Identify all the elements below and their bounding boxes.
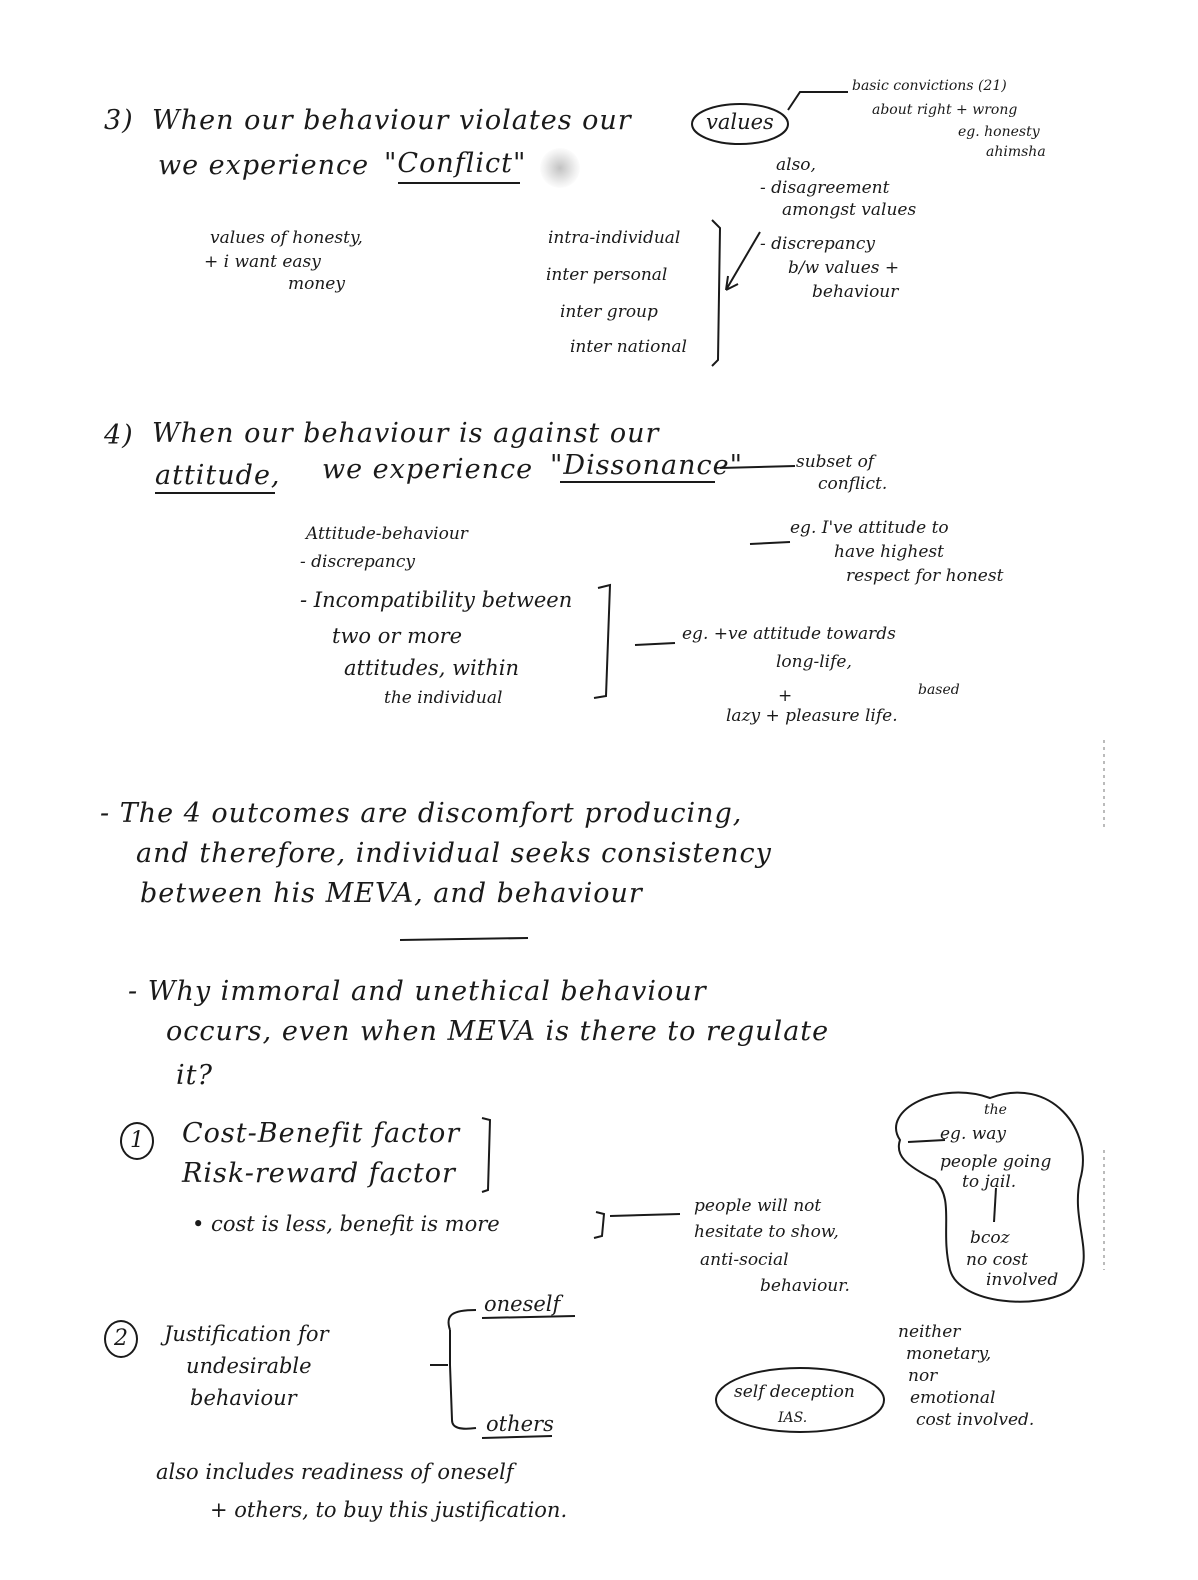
example-3: money: [288, 274, 345, 294]
conflict-type-4: inter national: [570, 337, 687, 357]
note4-line1: When our behaviour is against our: [152, 418, 660, 449]
example-2: + i want easy: [204, 252, 321, 272]
eg2-dash: [635, 643, 675, 645]
factor1-line2: Risk-reward factor: [182, 1158, 456, 1189]
bubble-down-line: [994, 1188, 996, 1222]
scan-edge-mark: [1103, 1150, 1105, 1270]
readiness-1: also includes readiness of oneself: [156, 1460, 514, 1484]
factor1-number: 1: [120, 1122, 154, 1160]
factor2-number: 2: [104, 1320, 138, 1358]
ias-text: IAS.: [778, 1410, 808, 1426]
branch-others: others: [486, 1412, 554, 1436]
result-connector: [610, 1214, 680, 1216]
factor1-result-3: anti-social: [700, 1250, 789, 1270]
also-3: amongst values: [782, 200, 917, 220]
subset-2: conflict.: [818, 474, 888, 494]
subset-1: subset of: [796, 452, 875, 472]
inc-4: the individual: [384, 688, 503, 708]
eg2-2: long-life,: [776, 652, 852, 672]
note3-number: 3): [104, 105, 134, 136]
note3-line2: we experience: [158, 150, 370, 181]
inc-3: attitudes, within: [344, 656, 519, 680]
incompat-brace: [594, 585, 610, 698]
readiness-2: + others, to buy this justification.: [210, 1498, 568, 1522]
bubble-2: eg. way: [940, 1124, 1007, 1144]
outcomes-line1: - The 4 outcomes are discomfort producing,: [100, 798, 743, 829]
side-note-top-4: ahimsha: [986, 144, 1046, 160]
branch-oneself: oneself: [484, 1292, 561, 1316]
eg1-dash: [750, 542, 790, 544]
bubble-5: bcoz: [970, 1228, 1010, 1248]
neither-1: neither: [898, 1322, 961, 1342]
eg1-3: respect for honest: [846, 566, 1004, 586]
conflict-type-1: intra-individual: [548, 228, 681, 248]
factor2-line3: behaviour: [190, 1386, 297, 1410]
values-connector: [788, 92, 848, 110]
factor-brace: [482, 1118, 490, 1192]
neither-3: nor: [908, 1366, 938, 1386]
factor1-bullet: • cost is less, benefit is more: [192, 1212, 500, 1236]
neither-2: monetary,: [906, 1344, 992, 1364]
cost-bracket: [594, 1212, 604, 1238]
also-2: - disagreement: [760, 178, 890, 198]
also-arrow: [726, 232, 760, 290]
also-1: also,: [776, 155, 816, 175]
factor1-result-1: people will not: [694, 1196, 822, 1216]
why-line2: occurs, even when MEVA is there to regulate: [166, 1016, 830, 1047]
bubble-3: people going: [940, 1152, 1052, 1172]
factor2-line2: undesirable: [186, 1354, 312, 1378]
note3-line1: When our behaviour violates our: [152, 105, 632, 136]
side-note-top-1: basic convictions (21): [852, 78, 1007, 94]
bubble-6: no cost: [966, 1250, 1028, 1270]
oneself-underline: [482, 1316, 575, 1318]
conflict-type-2: inter personal: [546, 265, 668, 285]
bubble-1: the: [984, 1102, 1007, 1118]
inc-2: two or more: [332, 624, 463, 648]
note3-conflict-word: "Conflict": [384, 148, 527, 179]
note4-line2: we experience: [322, 454, 534, 485]
justification-branch-top: [448, 1310, 476, 1330]
ab-2: - discrepancy: [300, 552, 415, 572]
eg1-2: have highest: [834, 542, 944, 562]
others-underline: [482, 1436, 552, 1438]
factor1-result-2: hesitate to show,: [694, 1222, 839, 1242]
why-line1: - Why immoral and unethical behaviour: [128, 976, 707, 1007]
note3-values-word: values: [706, 110, 774, 134]
inc-1: - Incompatibility between: [300, 588, 573, 612]
neither-5: cost involved.: [916, 1410, 1035, 1430]
scan-edge-mark: [1103, 740, 1105, 830]
factor1-line1: Cost-Benefit factor: [182, 1118, 461, 1149]
eg2-4: based: [918, 682, 960, 698]
justification-branch-bottom: [450, 1365, 476, 1429]
conflict-type-3: inter group: [560, 302, 658, 322]
ink-smudge: [540, 148, 580, 188]
eg2-5: lazy + pleasure life.: [726, 706, 898, 726]
bubble-4: to jail.: [962, 1172, 1017, 1192]
outcomes-line3: between his MEVA, and behaviour: [140, 878, 643, 909]
eg2-3: +: [778, 686, 793, 706]
section-divider: [400, 938, 528, 940]
ab-1: Attitude-behaviour: [306, 524, 468, 544]
outcomes-line2: and therefore, individual seeks consistency: [136, 838, 772, 869]
example-1: values of honesty,: [210, 228, 363, 248]
bubble-7: involved: [986, 1270, 1059, 1290]
note4-attitude-word: attitude,: [155, 460, 281, 491]
types-brace: [712, 220, 720, 366]
side-note-top-2: about right + wrong: [872, 102, 1018, 118]
note4-number: 4): [104, 420, 134, 451]
eg2-1: eg. +ve attitude towards: [682, 624, 896, 644]
why-line3: it?: [176, 1060, 213, 1091]
factor2-line1: Justification for: [164, 1322, 329, 1346]
eg1-1: eg. I've attitude to: [790, 518, 949, 538]
also-6: behaviour: [812, 282, 899, 302]
factor1-result-4: behaviour.: [760, 1276, 850, 1296]
also-5: b/w values +: [788, 258, 900, 278]
note4-dissonance-word: "Dissonance": [550, 450, 744, 481]
side-note-top-3: eg. honesty: [958, 124, 1040, 140]
self-deception-text: self deception: [734, 1382, 855, 1402]
also-4: - discrepancy: [760, 234, 875, 254]
neither-4: emotional: [910, 1388, 996, 1408]
